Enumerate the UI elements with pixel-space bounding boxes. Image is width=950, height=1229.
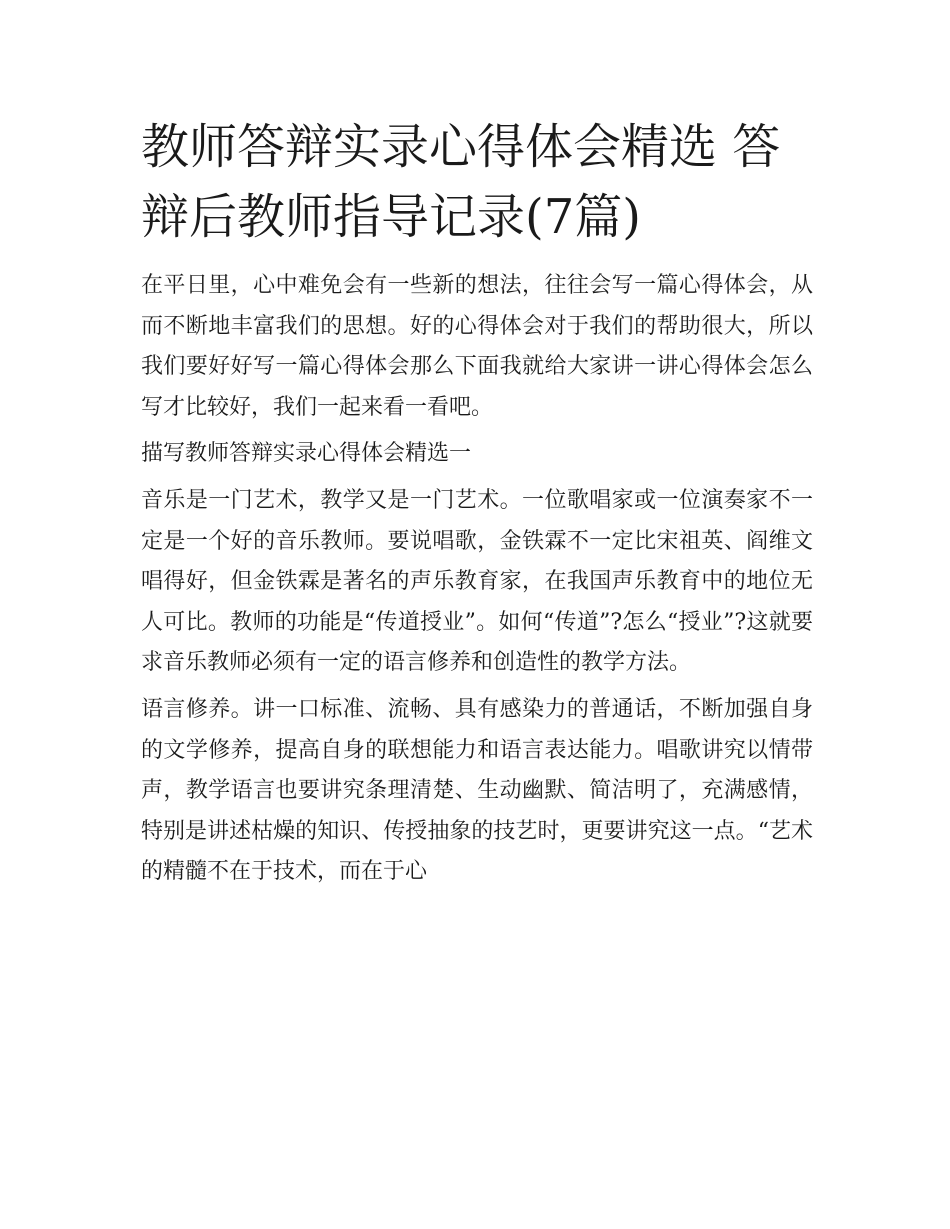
body-paragraph-language: 语言修养。讲一口标准、流畅、具有感染力的普通话，不断加强自身的文学修养，提高自身的联想能力和语言表达能力。唱歌讲究以情带声，教学语言也要讲究条理清楚、生动幽默、简洁明了，充满感情，特别是讲述枯燥的知识、传授抽象的技艺时，更要讲究这一点。“艺术的精髓不在于技术，而在于心 bbox=[141, 696, 813, 885]
intro-paragraph: 在平日里，心中难免会有一些新的想法，往往会写一篇心得体会，从而不断地丰富我们的思想。好的心得体会对于我们的帮助很大，所以我们要好好写一篇心得体会那么下面我就给大家讲一讲心得体会怎么写才比较好，我们一起来看一看吧。 bbox=[141, 273, 813, 420]
body-paragraph-music: 音乐是一门艺术，教学又是一门艺术。一位歌唱家或一位演奏家不一定是一个好的音乐教师。要说唱歌，金铁霖不一定比宋祖英、阎维文唱得好，但金铁霖是著名的声乐教育家，在我国声乐教育中的地位无人可比。教师的功能是“传道授业”。如何“传道”?怎么“授业”?这就要求音乐教师必须有一定的语言修养和创造性的教学方法。 bbox=[141, 487, 813, 676]
document-title: 教师答辩实录心得体会精选 答辩后教师指导记录(7篇) bbox=[141, 119, 781, 245]
section-heading: 描写教师答辩实录心得体会精选一 bbox=[141, 441, 472, 467]
document-page bbox=[141, 112, 813, 893]
